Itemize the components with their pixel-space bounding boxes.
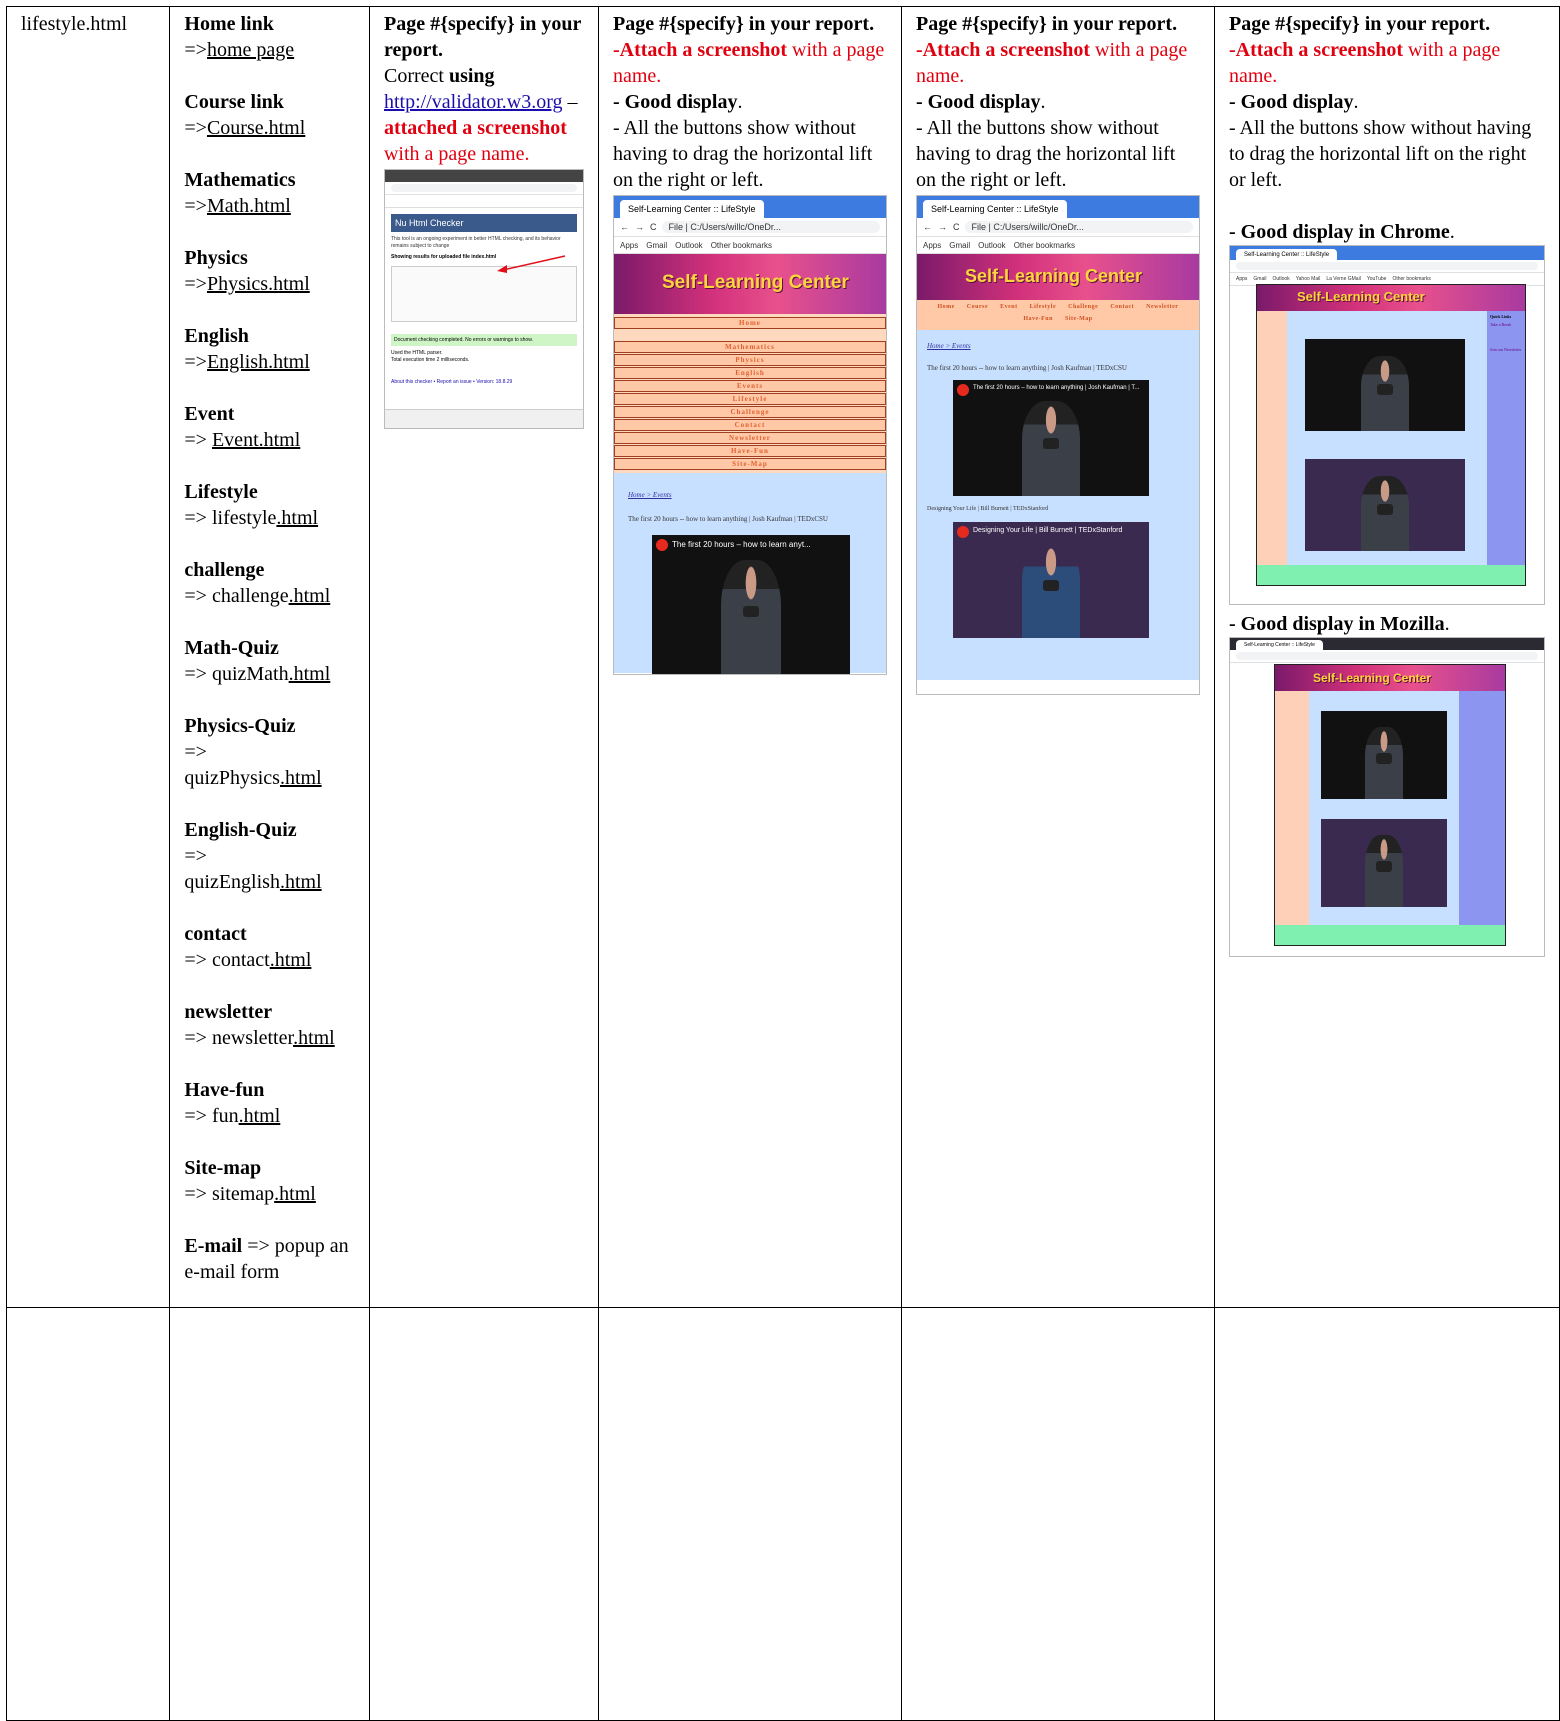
bookmark-item[interactable]: Apps [619,240,639,250]
checker-desc: This tool is an ongoing experiment in better HTML checking, and its behavior remains subject to change [390,236,561,249]
link-target[interactable]: .html [276,507,319,529]
bookmark-item[interactable]: Other bookmarks [710,240,773,250]
nav-button[interactable]: Home [614,317,886,329]
link-target[interactable]: Course.html [206,117,306,139]
nav-button[interactable]: Newsletter [614,432,886,444]
site-banner [1275,665,1505,691]
page-body [1287,311,1487,565]
link-entry [184,713,355,791]
link-target[interactable]: Physics.html [206,273,310,295]
display2-screenshot [916,195,1200,695]
nav-button[interactable]: Physics [614,354,886,366]
link-prefix: quizPhysics [184,767,280,789]
nav-link[interactable]: Home [937,304,955,310]
play-icon[interactable] [1376,861,1392,872]
link-entry [184,89,355,141]
link-entry [184,921,355,973]
breadcrumb[interactable]: Home > Events [926,342,971,350]
link-target-line [184,1181,355,1207]
link-entry [184,401,355,453]
with-name-text: with a page name. [1228,39,1501,87]
link-target-line [184,427,355,453]
browser-tab-bar [1230,246,1544,260]
link-target-line [184,349,355,375]
validator-link[interactable]: http://validator.w3.org [383,91,563,113]
nav-link[interactable]: Have-Fun [1023,316,1053,322]
link-label: Physics [184,247,248,269]
link-target[interactable]: .html [293,1027,335,1049]
link-target-line [184,505,355,531]
quick-links-heading: Quick Links [1489,314,1512,319]
link-target-line [184,193,355,219]
link-entry [184,557,355,609]
page-body [614,473,886,673]
link-target-line [184,739,355,791]
address-bar [385,182,583,195]
site-banner [1257,285,1525,311]
link-prefix: => lifestyle [184,507,277,529]
link-target-line [184,661,355,687]
display2-cell [901,7,1214,1308]
site-footer [1257,565,1525,585]
link-prefix: => [184,845,207,867]
link-target-line [184,271,355,297]
empty-cell [369,1308,598,1721]
address-bar [614,218,886,237]
display3-heading: Page #{specify} in your report. [1228,13,1491,35]
display1-screenshot [613,195,887,675]
link-prefix: => challenge [184,585,289,607]
video-caption: The first 20 hours – how to learn anyt... [671,540,811,549]
browser-tab-bar [614,196,886,218]
bookmark-item[interactable]: YouTube [1366,276,1387,282]
nav-link[interactable]: Event [1000,304,1018,310]
link-entry [184,1077,355,1129]
screenshot-toolbar [385,170,583,182]
site-title: Self-Learning Center [1296,289,1425,304]
chrome-label: - Good display in Chrome [1228,221,1450,243]
right-sidebar [1487,311,1525,565]
download-bar [385,409,583,428]
file-name-cell [7,7,170,1308]
site-frame [1256,284,1526,586]
link-entry [184,167,355,219]
bookmark-item[interactable]: Outlook [978,240,1006,250]
using-text: using [448,65,495,87]
address-bar [917,218,1199,237]
period: . [737,91,743,113]
link-label: Lifestyle [184,481,258,503]
link-label: Course link [184,91,284,113]
browser-tab[interactable]: Self-Learning Center :: LifeStyle [1236,640,1323,650]
empty-cell [170,1308,370,1721]
reload-icon[interactable]: C [952,222,960,232]
link-prefix: => [184,39,207,61]
nav-link[interactable]: Challenge [1068,304,1099,310]
bookmark-item[interactable]: Outlook [1272,276,1290,282]
good-display-text: - Good display [1228,91,1354,113]
video-player-1[interactable] [1321,711,1447,799]
checker-footer: About this checker • Report an issue • Version: 18.8.29 [390,379,513,385]
with-name-text: with a page name. [383,143,530,165]
page-body [1309,691,1459,925]
link-prefix: => sitemap [184,1183,275,1205]
link-entry [184,817,355,895]
validator-heading: Page #{specify} in your report. [383,13,582,61]
validator-instructions [384,63,584,167]
browser-tab-bar [917,196,1199,218]
site-title: Self-Learning Center [1312,671,1432,685]
link-label: Home link [184,13,274,35]
link-target-line [184,843,355,895]
mozilla-screenshot [1229,637,1545,957]
checker-form [391,266,577,322]
take-break-link[interactable]: Take a Break [1489,322,1512,327]
link-target-line [184,583,355,609]
links-cell [170,7,370,1308]
bookmark-item[interactable]: Apps [1235,276,1248,282]
nav-button[interactable]: Site-Map [614,458,886,470]
link-label: Event [184,403,235,425]
nav-button[interactable]: Lifestyle [614,393,886,405]
link-target[interactable]: English.html [206,351,310,373]
video1-label: The first 20 hours -- how to learn anything | Josh Kaufman | TEDxCSU [926,364,1127,372]
site-banner [917,254,1199,300]
nav-button[interactable]: Have-Fun [614,445,886,457]
attached-text: attached a screenshot [383,117,567,139]
with-name-text: with a page name. [915,39,1188,87]
nav-link[interactable]: Lifestyle [1029,304,1057,310]
with-name-text: with a page name. [612,39,885,87]
site-nav [614,314,886,473]
dash-text: – [562,91,578,113]
play-icon[interactable] [1043,580,1059,591]
bookmark-item[interactable]: Apps [922,240,942,250]
link-entry [184,11,355,63]
bookmark-item[interactable]: Yahoo Mail [1295,276,1321,282]
video-player-2[interactable] [953,522,1149,638]
link-target-line [184,37,355,63]
bookmark-item[interactable]: Outlook [675,240,703,250]
nav-button[interactable]: Contact [614,419,886,431]
link-label: English-Quiz [184,819,297,841]
red-arrow-icon [385,254,583,274]
link-entry [184,245,355,297]
report-table [6,6,1560,1721]
forward-icon[interactable]: → [937,222,947,232]
site-nav [917,300,1199,330]
address-bar [1230,260,1544,273]
link-label: Math-Quiz [184,637,279,659]
link-prefix: => contact [184,949,270,971]
period: . [1353,91,1359,113]
link-label: Physics-Quiz [184,715,296,737]
video-caption: Designing Your Life | Bill Burnett | TEDxStanford [972,527,1123,534]
good-display-text: - Good display [915,91,1041,113]
checker-result: Document checking completed. No errors or warnings to show. [391,334,577,346]
address-input[interactable]: File | C:/Users/willc/OneDr... [662,221,880,233]
validator-screenshot [384,169,584,429]
attach-text: -Attach a screenshot [1228,39,1404,61]
video-caption: The first 20 hours – how to learn anything | Josh Kaufman | T... [972,385,1140,391]
site-title: Self-Learning Center [661,272,849,293]
period: . [1040,91,1046,113]
nav-link[interactable]: Newsletter [1146,304,1179,310]
link-prefix: quizEnglish [184,871,280,893]
address-input[interactable]: File | C:/Users/willc/OneDr... [965,221,1193,233]
site-banner [614,254,886,314]
link-target[interactable]: home page [206,39,295,61]
link-label: newsletter [184,1001,273,1023]
link-label: challenge [184,559,265,581]
nav-link[interactable]: Contact [1110,304,1135,310]
site-frame [1274,664,1506,946]
link-prefix: => [184,429,212,451]
play-icon[interactable] [1377,504,1393,515]
links-list [184,11,355,1207]
empty-cell [901,1308,1214,1721]
video-player-1[interactable] [1305,339,1465,431]
display1-cell [598,7,901,1308]
empty-cell [598,1308,901,1721]
display3-cell: Page #{specify} in your report. -Attach a screenshot with a page name. - Good display. - All the buttons show without having to drag the horizontal lift on the right or left. - Good display in Chrome. Self-Learning Center :: LifeStyle Apps Gmail Outlook Yahoo Mail La Verne GMail YouTube Other bookmarks Self-Learning Center Quick Links Take a Break Join our Newsletter - Good display in Mozilla. Self-Learning Center :: LifeStyle Self-Learning Center [1214,7,1559,1308]
link-prefix: => [184,273,207,295]
bookmark-item[interactable]: Gmail [1253,276,1267,282]
forward-icon[interactable]: → [634,222,644,232]
left-sidebar [1275,691,1309,925]
newsletter-link[interactable]: Join our Newsletter [1489,347,1522,352]
empty-cell [1214,1308,1559,1721]
total-text: Total execution time 2 milliseconds. [390,357,470,363]
email-text: => popup an e-mail form [184,1235,349,1283]
play-icon[interactable] [1376,753,1392,764]
ted-icon [957,384,969,396]
bookmark-bar [385,195,583,208]
link-prefix: => newsletter [184,1027,294,1049]
play-icon[interactable] [1377,384,1393,395]
link-label: Mathematics [184,169,296,191]
table-row [7,7,1560,1308]
link-entry [184,323,355,375]
link-target[interactable]: .html [274,1183,316,1205]
bookmark-bar [917,237,1199,254]
link-target-line [184,1103,355,1129]
video-label: The first 20 hours -- how to learn anything | Josh Kaufman | TEDxCSU [627,515,828,523]
link-prefix: => [184,195,207,217]
mozilla-label: - Good display in Mozilla [1228,613,1445,635]
nav-button[interactable]: Events [614,380,886,392]
link-target[interactable]: Event.html [211,429,301,451]
email-label: E-mail [184,1235,243,1257]
link-label: English [184,325,249,347]
video-player-2[interactable] [1305,459,1465,551]
nav-button[interactable]: Challenge [614,406,886,418]
link-target[interactable]: .html [288,663,331,685]
attach-text: -Attach a screenshot [612,39,788,61]
link-label: contact [184,923,247,945]
video2-label: Designing Your Life | Bill Burnett | TEDxStanford [926,506,1049,512]
link-entry [184,479,355,531]
link-entry [184,1155,355,1207]
link-target[interactable]: .html [269,949,312,971]
validator-cell [369,7,598,1308]
link-prefix: => quizMath [184,663,289,685]
checker-title: Nu Html Checker [391,214,577,232]
left-sidebar [1257,311,1287,565]
buttons-note: - All the buttons show without having to drag the horizontal lift on the right or left. [612,117,873,191]
link-prefix: => [184,741,207,763]
browser-tab[interactable]: Self-Learning Center :: LifeStyle [923,200,1067,218]
file-name: lifestyle.html [21,13,128,35]
site-footer [1275,925,1505,945]
back-icon[interactable]: ← [619,222,629,232]
play-icon[interactable] [1043,438,1059,449]
link-entry [184,999,355,1051]
showing-text: Showing results for uploaded file index.html [390,254,497,260]
bookmark-bar [614,237,886,254]
link-target[interactable]: .html [279,871,322,893]
link-entry [184,635,355,687]
buttons-note: - All the buttons show without having to drag the horizontal lift on the right or left. [915,117,1176,191]
browser-tab-bar [1230,638,1544,650]
ted-icon [957,526,969,538]
browser-tab[interactable]: Self-Learning Center :: LifeStyle [620,200,764,218]
link-target-line [184,947,355,973]
empty-cell [7,1308,170,1721]
reload-icon[interactable]: C [649,222,657,232]
address-bar [1230,650,1544,663]
back-icon[interactable]: ← [922,222,932,232]
browser-tab[interactable]: Self-Learning Center :: LifeStyle [1236,249,1337,260]
good-display-text: - Good display [612,91,738,113]
link-target[interactable]: Math.html [206,195,291,217]
video-player-1[interactable] [953,380,1149,496]
bookmark-item[interactable]: Other bookmarks [1013,240,1076,250]
link-target[interactable]: .html [279,767,322,789]
link-target-line [184,115,355,141]
nav-link[interactable]: Site-Map [1064,316,1093,322]
link-target-line [184,1025,355,1051]
site-title: Self-Learning Center [964,266,1143,286]
link-prefix: => fun [184,1105,239,1127]
email-entry [184,1233,355,1285]
attach-text: -Attach a screenshot [915,39,1091,61]
chrome-screenshot [1229,245,1545,605]
bookmark-item[interactable]: La Verne GMail [1326,276,1361,282]
nav-button[interactable]: English [614,367,886,379]
link-label: Site-map [184,1157,262,1179]
link-target[interactable]: .html [238,1105,281,1127]
right-sidebar [1459,691,1505,925]
video-player[interactable] [652,535,850,675]
used-text: Used the HTML parser. [390,350,443,356]
display1-heading: Page #{specify} in your report. [612,13,875,35]
display2-heading: Page #{specify} in your report. [915,13,1178,35]
buttons-note: - All the buttons show without having to drag the horizontal lift on the right or left. [1228,117,1532,191]
bookmark-item[interactable]: Other bookmarks [1392,276,1431,282]
link-label: Have-fun [184,1079,265,1101]
bookmark-item[interactable]: Gmail [646,240,668,250]
nav-link[interactable]: Course [966,304,989,310]
link-prefix: => [184,117,207,139]
correct-text: Correct [383,65,449,87]
breadcrumb[interactable]: Home > Events [627,491,672,499]
video-player-2[interactable] [1321,819,1447,907]
link-target[interactable]: .html [288,585,331,607]
nav-button[interactable]: Mathematics [614,341,886,353]
table-row [7,1308,1560,1721]
link-prefix: => [184,351,207,373]
ted-icon [656,539,668,551]
page-body [917,330,1199,680]
bookmark-item[interactable]: Gmail [949,240,971,250]
play-icon[interactable] [743,606,759,617]
